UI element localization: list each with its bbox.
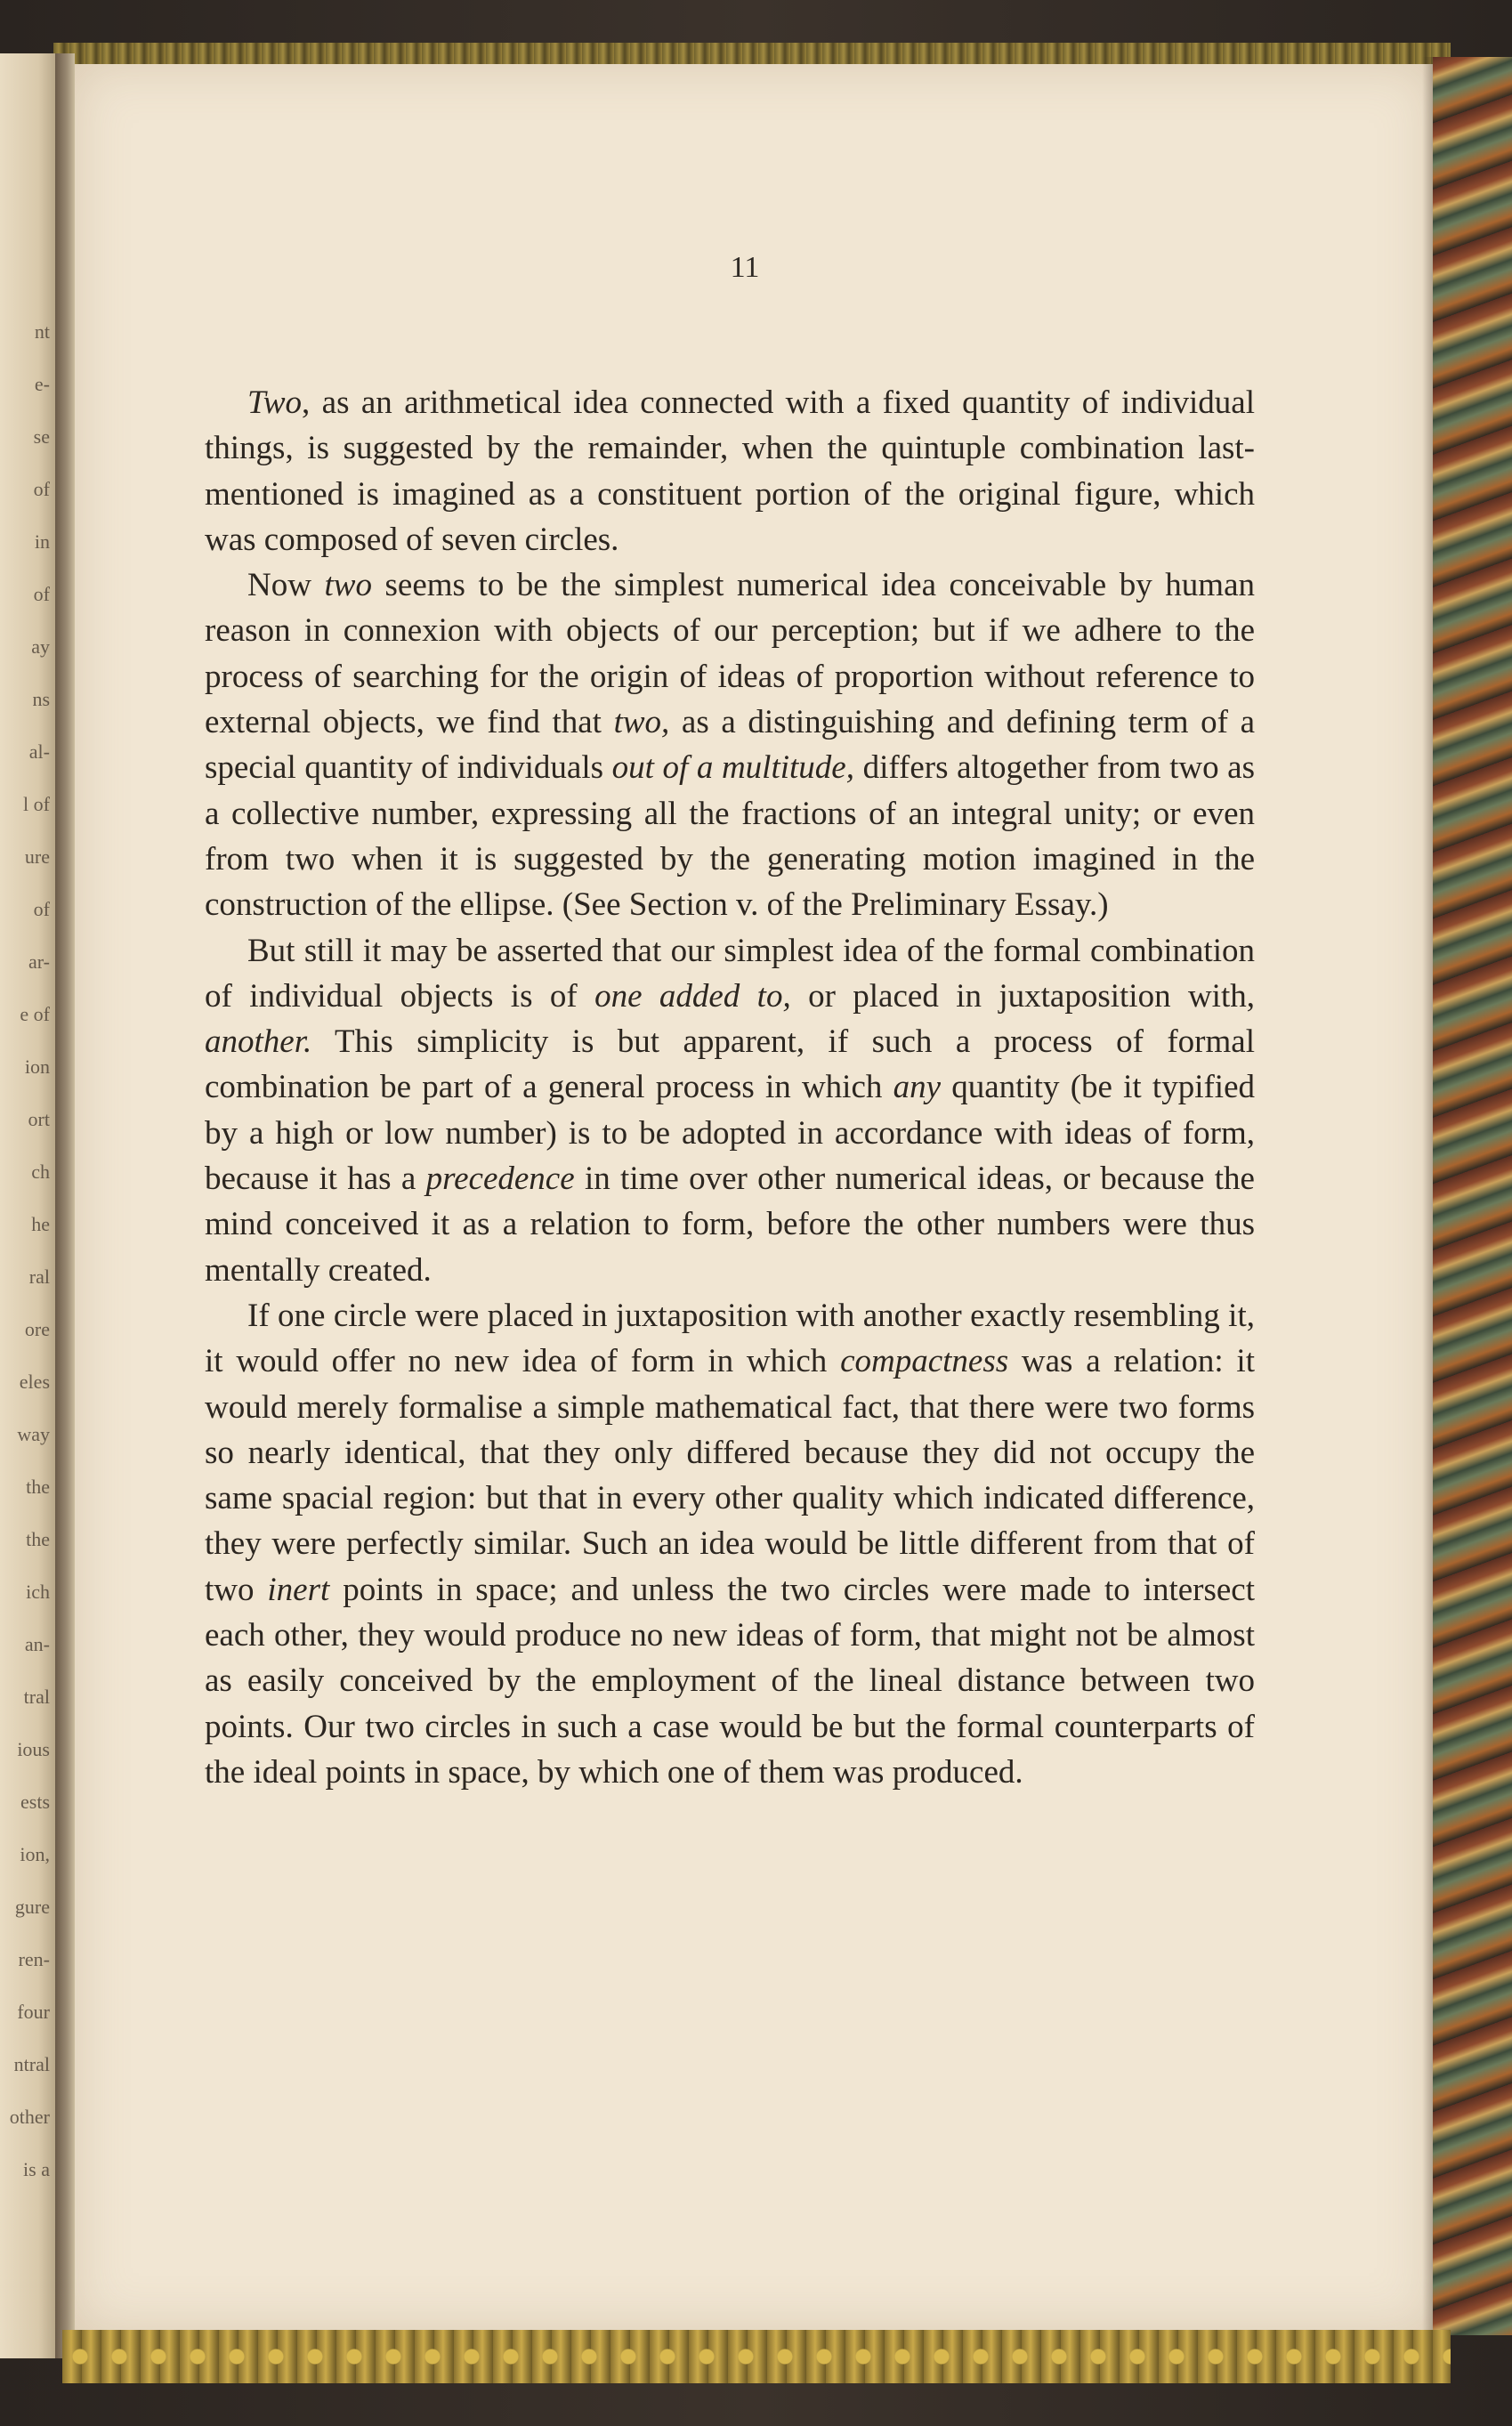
facing-page-fragment: ay (31, 635, 50, 658)
facing-page-fragment: of (33, 898, 50, 920)
facing-page-fragment: ral (28, 1266, 50, 1288)
facing-page-fragment: e- (34, 373, 50, 395)
italic-text: inert (267, 1571, 330, 1608)
italic-text: two, (613, 704, 670, 741)
facing-page-fragment: is a (23, 2158, 50, 2180)
text-run: quantity (be it typified by a high or low number) is to be adopted in accordance with ideas of form, because it has a (205, 1069, 1256, 1198)
facing-page-fragment: gure (14, 1896, 50, 1918)
marbled-fore-edge (1433, 57, 1512, 2335)
facing-page-fragment: ntral (13, 2053, 50, 2075)
facing-page-fragment: ich (26, 1581, 50, 1603)
facing-page-fragment: other (9, 2106, 50, 2128)
italic-text: another. (205, 1023, 312, 1061)
facing-page-fragment: the (26, 1528, 50, 1550)
text-run: Now (247, 567, 325, 604)
facing-page-fragment: ion (24, 1055, 50, 1078)
facing-page-fragment: ore (24, 1318, 50, 1340)
facing-page-fragment: four (17, 2001, 50, 2023)
facing-page-fragment: ious (17, 1738, 50, 1760)
facing-page-fragment: l of (23, 793, 50, 815)
text-run: But still it may be asserted that our simplest idea of the formal combination of individual objects is of (205, 932, 1255, 1015)
italic-text: out of a multitude, (611, 749, 854, 787)
facing-page-fragment: al- (28, 740, 50, 763)
text-run: as a distinguishing and defining term of a special quantity of individuals (205, 704, 1255, 787)
text-run: was a relation: it would merely formalise a simple mathematical fact, that there were two forms so nearly identical, that they only differed because they did not occupy the same spacial region: but that in every other quality which indicated difference, they were perfectly similar. Such an idea would be little different from that of two (205, 1343, 1255, 1608)
italic-text: two (324, 567, 372, 604)
facing-page-fragment: the (26, 1476, 50, 1498)
text-run: in time over other numerical ideas, or because the mind conceived it as a relation to form, before the other numbers were thus mentally created. (205, 1160, 1255, 1289)
facing-page-fragment: e of (20, 1003, 50, 1025)
italic-text: compactness (840, 1343, 1009, 1380)
facing-page-fragment: ar- (28, 950, 50, 973)
text-run: If one circle were placed in juxtaposition with another exactly resembling it, it would offer no new idea of form in which (205, 1297, 1255, 1380)
facing-page-fragment: of (33, 478, 50, 500)
book-page (75, 64, 1433, 2332)
facing-page-fragment: he (31, 1213, 50, 1235)
facing-page-fragment: an- (24, 1633, 50, 1655)
facing-page-fragment: eles (19, 1371, 50, 1393)
page-number: 11 (730, 251, 760, 284)
facing-page-fragment: ort (28, 1108, 50, 1130)
facing-page-fragment: nt (34, 320, 50, 343)
italic-text: one added to, (594, 977, 791, 1015)
body-text (205, 380, 1255, 1795)
facing-page-fragment: ure (24, 845, 50, 868)
text-run: or placed in juxtaposition with, (790, 977, 1255, 1015)
facing-page-fragment: way (17, 1423, 50, 1445)
text-run: , as an arithmetical idea connected with a fixed quantity of individual things, is suggested by the remainder, when the quintuple combination last-mentioned is imagined as a constituent portion of the original figure, which was composed of seven circles. (205, 384, 1255, 558)
facing-page-fragment: ests (20, 1791, 50, 1813)
paragraph (205, 928, 1255, 1293)
italic-text: precedence (425, 1160, 575, 1198)
text-run: differs altogether from two as a collective number, expressing all the fractions of an integral unity; or even from two when it is suggested by the generating motion imagined in the construction of the ellipse. (See Section v. of the Preliminary Essay.) (205, 749, 1256, 924)
facing-page-fragment: ns (32, 688, 50, 710)
text-run: This simplicity is but apparent, if such a process of formal combination be part of a general process in which (205, 1023, 1255, 1106)
text-run: seems to be the simplest numerical idea conceivable by human reason in connexion with objects of our perception; but if we adhere to the process of searching for the origin of ideas of proportion without reference to external objects, we find that (205, 567, 1256, 741)
facing-page-fragment: in (34, 530, 50, 553)
italic-text: Two (247, 384, 303, 421)
facing-page-fragment: ch (31, 1160, 50, 1183)
text-run: points in space; and unless the two circles were made to intersect each other, they would produce no new ideas of form, that might not be almost as easily conceived by the employment of the lineal distance between two points. Our two circles in such a case would be but the formal counterparts of the ideal points in space, by which one of them was produced. (205, 1571, 1256, 1791)
facing-page-fragment: of (33, 583, 50, 605)
spine-gutter (55, 53, 75, 2358)
gilt-bottom-edge (62, 2330, 1451, 2383)
facing-page-fragment: tral (23, 1686, 50, 1708)
facing-page-fragment: se (33, 425, 50, 448)
facing-page-fragment: ion, (20, 1843, 50, 1865)
paragraph (205, 562, 1255, 927)
paragraph (205, 1293, 1255, 1795)
previous-page-edge (0, 53, 55, 2358)
paragraph (205, 380, 1255, 562)
italic-text: any (893, 1069, 942, 1106)
facing-page-fragment: ren- (18, 1948, 50, 1970)
